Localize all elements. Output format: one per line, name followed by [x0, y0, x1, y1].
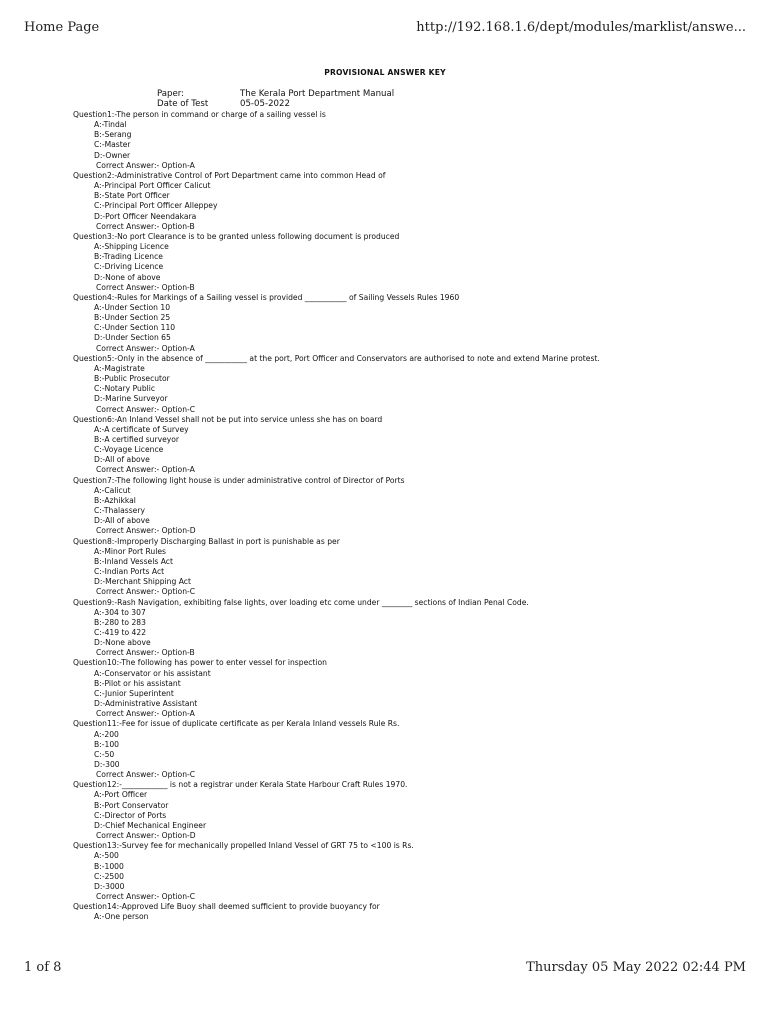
answer-option: A:-Conservator or his assistant	[94, 668, 211, 678]
answer-option: B:-Azhikkal	[94, 495, 136, 505]
answer-option: B:-Trading Licence	[94, 252, 163, 262]
question-text: Question12:-____________ is not a registrar under Kerala State Harbour Craft Rules 1970.	[73, 780, 408, 790]
answer-option: D:-Administrative Assistant	[94, 699, 198, 709]
question-text: Question6:-An Inland Vessel shall not be put into service unless she has on board	[73, 414, 383, 424]
question-text: Question9:-Rash Navigation, exhibiting false lights, over loading etc come under ________ sections of Indian Penal Code.	[73, 597, 529, 607]
answer-option: D:-Marine Surveyor	[94, 394, 168, 404]
paper-label: Paper:	[157, 89, 185, 99]
paper-value: The Kerala Port Department Manual	[240, 89, 395, 99]
question-text: Question1:-The person in command or charge of a sailing vessel is	[73, 110, 326, 119]
answer-option: A:-500	[94, 851, 119, 861]
answer-option: C:-Notary Public	[94, 384, 156, 394]
question-text: Question4:-Rules for Markings of a Sailing vessel is provided ___________ of Sailing Vessels Rules 1960	[73, 292, 460, 302]
answer-option: A:-Calicut	[94, 485, 131, 495]
correct-answer: Correct Answer:- Option-C	[96, 770, 196, 780]
answer-option: C:-Director of Ports	[94, 810, 167, 820]
answer-option: D:-All of above	[94, 455, 150, 465]
question-text: Question10:-The following has power to enter vessel for inspection	[73, 658, 327, 668]
answer-option: A:-304 to 307	[94, 607, 146, 617]
answer-option: D:-None above	[94, 638, 151, 648]
answer-option: C:-Driving Licence	[94, 262, 164, 272]
answer-option: D:-Port Officer Neendakara	[94, 211, 197, 221]
correct-answer: Correct Answer:- Option-D	[96, 831, 196, 841]
answer-option: A:-A certificate of Survey	[94, 424, 189, 434]
answer-option: D:-3000	[94, 881, 125, 891]
question-text: Question8:-Improperly Discharging Ballast in port is punishable as per	[73, 536, 340, 546]
paper-row	[157, 89, 394, 99]
print-timestamp: Thursday 05 May 2022 02:44 PM	[526, 960, 746, 975]
answer-option: B:-Public Prosecutor	[94, 374, 170, 384]
answer-option: A:-One person	[94, 912, 149, 922]
answer-option: B:-A certified surveyor	[94, 435, 180, 444]
answer-option: A:-Principal Port Officer Calicut	[94, 181, 211, 191]
correct-answer: Correct Answer:- Option-B	[96, 648, 195, 658]
question-text: Question11:-Fee for issue of duplicate certificate as per Kerala Inland vessels Rule Rs.	[73, 719, 400, 729]
answer-option: C:-Junior Superintent	[94, 688, 174, 698]
answer-option: B:-State Port Officer	[94, 191, 170, 201]
correct-answer: Correct Answer:- Option-A	[96, 709, 195, 719]
answer-option: C:-Master	[94, 140, 131, 150]
answer-option: B:-Under Section 25	[94, 313, 171, 323]
answer-option: D:-None of above	[94, 272, 161, 282]
correct-answer: Correct Answer:- Option-B	[96, 221, 195, 231]
document-title: PROVISIONAL ANSWER KEY	[324, 68, 446, 77]
answer-option: B:-280 to 283	[94, 617, 146, 627]
answer-option: D:-Merchant Shipping Act	[94, 577, 191, 587]
answer-option: A:-Port Officer	[94, 790, 148, 800]
answer-option: B:-Serang	[94, 130, 132, 140]
answer-option: B:-Pilot or his assistant	[94, 678, 181, 688]
answer-option: B:-100	[94, 739, 120, 749]
question-text: Question13:-Survey fee for mechanically propelled Inland Vessel of GRT 75 to <100 is Rs.	[73, 841, 414, 851]
question-text: Question14:-Approved Life Buoy shall deemed sufficient to provide buoyancy for	[73, 902, 380, 912]
answer-option: C:-419 to 422	[94, 627, 147, 637]
question-text: Question2:-Administrative Control of Port Department came into common Head of	[73, 170, 386, 180]
answer-option: D:-Under Section 65	[94, 333, 171, 343]
correct-answer: Correct Answer:- Option-A	[96, 465, 195, 475]
correct-answer: Correct Answer:- Option-C	[96, 892, 196, 902]
answer-option: C:-Thalassery	[94, 506, 145, 516]
correct-answer: Correct Answer:- Option-C	[96, 587, 196, 597]
answer-option: D:-300	[94, 760, 120, 769]
answer-option: B:-Port Conservator	[94, 800, 169, 810]
answer-option: C:-Voyage Licence	[94, 445, 164, 455]
correct-answer: Correct Answer:- Option-C	[96, 404, 196, 414]
question-text: Question3:-No port Clearance is to be granted unless following document is produced	[73, 231, 400, 241]
answer-option: C:-Indian Ports Act	[94, 567, 165, 577]
answer-option: D:-Owner	[94, 150, 131, 160]
correct-answer: Correct Answer:- Option-A	[96, 160, 195, 170]
answer-option: A:-Minor Port Rules	[94, 546, 166, 556]
answer-option: C:-Under Section 110	[94, 323, 176, 333]
answer-option: C:-50	[94, 749, 115, 759]
answer-option: A:-Shipping Licence	[94, 242, 169, 252]
question-text: Question7:-The following light house is under administrative control of Director of Ports	[73, 475, 405, 485]
question-text: Question5:-Only in the absence of ___________ at the port, Port Officer and Conservators are authorised to note and extend Marine protest.	[73, 353, 600, 363]
answer-option: D:-Chief Mechanical Engineer	[94, 820, 207, 830]
correct-answer: Correct Answer:- Option-B	[96, 282, 195, 292]
answer-option: D:-All of above	[94, 516, 150, 526]
page-header-url[interactable]: http://192.168.1.6/dept/modules/marklist/answe...	[416, 20, 746, 35]
page-header-title: Home Page	[24, 20, 100, 35]
date-row	[157, 99, 290, 109]
answer-option: B:-Inland Vessels Act	[94, 556, 173, 566]
question-list	[73, 110, 753, 923]
answer-option: A:-Under Section 10	[94, 302, 171, 312]
page-number: 1 of 8	[24, 960, 62, 975]
answer-option: A:-Magistrate	[94, 363, 145, 373]
date-value: 05-05-2022	[240, 99, 290, 109]
answer-option: C:-2500	[94, 871, 124, 881]
answer-option: B:-1000	[94, 861, 124, 871]
answer-option: C:-Principal Port Officer Alleppey	[94, 201, 218, 211]
answer-option: A:-Tindal	[94, 120, 127, 130]
correct-answer: Correct Answer:- Option-D	[96, 526, 196, 536]
date-label: Date of Test	[157, 99, 209, 109]
answer-option: A:-200	[94, 729, 119, 739]
correct-answer: Correct Answer:- Option-A	[96, 343, 195, 353]
